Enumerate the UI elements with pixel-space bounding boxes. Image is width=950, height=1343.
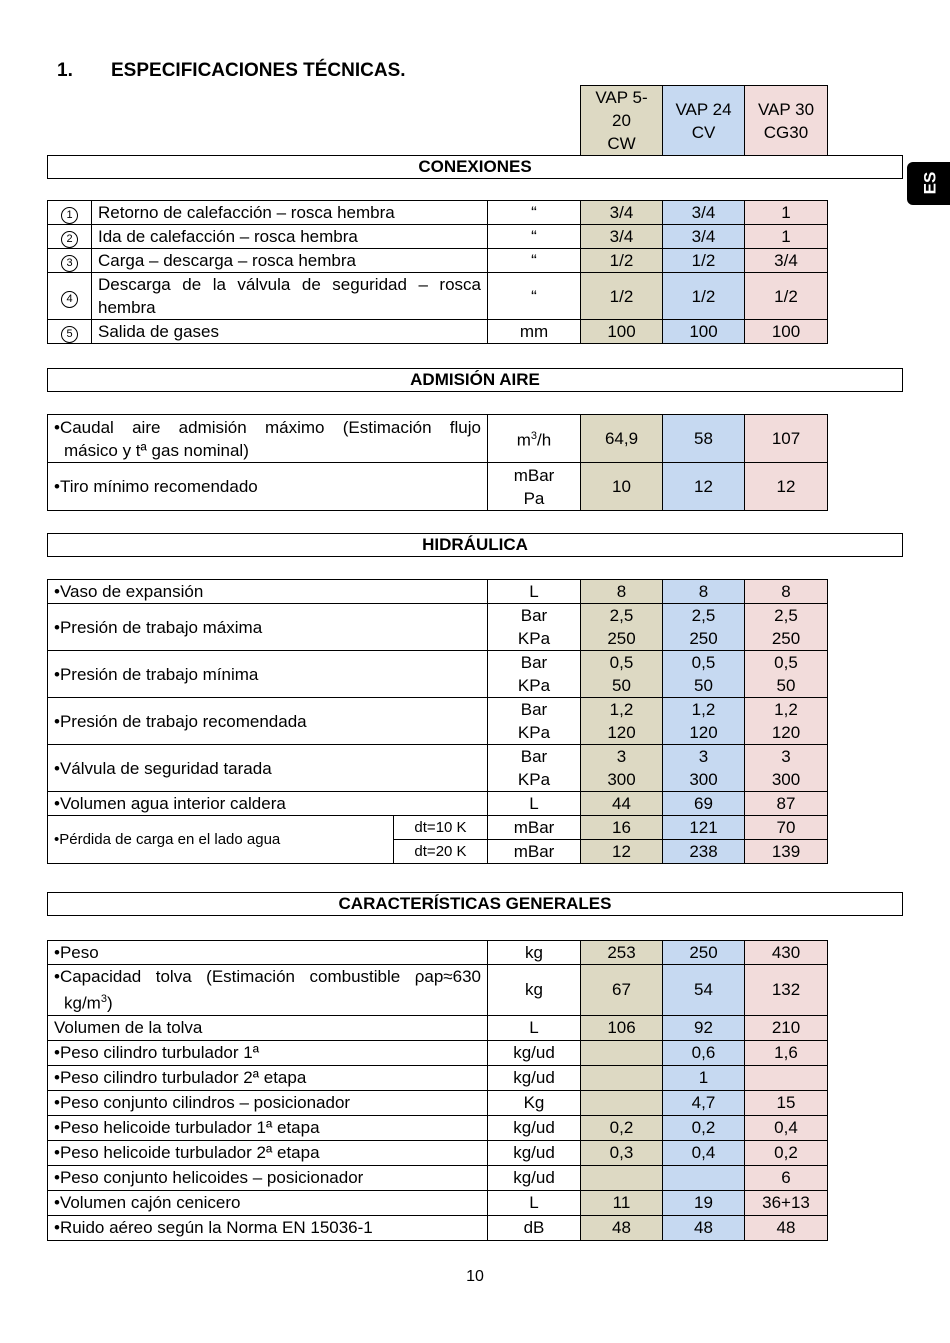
value-cell: 12 bbox=[745, 463, 828, 511]
value-cell: 3/4 bbox=[581, 201, 663, 225]
value-cell: 92 bbox=[663, 1015, 745, 1040]
value-cell: 100 bbox=[663, 320, 745, 344]
row-label: •Pérdida de carga en el lado agua bbox=[48, 816, 394, 864]
value-cell bbox=[745, 1065, 828, 1090]
row-unit: Bar KPa bbox=[488, 698, 581, 745]
row-unit: L bbox=[488, 792, 581, 816]
value-cell: 253 bbox=[581, 941, 663, 965]
value-cell: 121 bbox=[663, 816, 745, 840]
row-label: Volumen de la tolva bbox=[48, 1015, 488, 1040]
language-tab-label: ES bbox=[920, 171, 940, 195]
row-unit: “ bbox=[488, 225, 581, 249]
section-caracteristicas-generales: CARACTERÍSTICAS GENERALES bbox=[47, 892, 903, 916]
language-tab bbox=[907, 162, 950, 205]
table-row bbox=[48, 651, 828, 698]
value-cell: 1,6 bbox=[745, 1040, 828, 1065]
row-label: •Peso conjunto cilindros – posicionador bbox=[48, 1090, 488, 1115]
table-row bbox=[48, 463, 828, 511]
row-unit: mBar bbox=[488, 816, 581, 840]
row-label: Carga – descarga – rosca hembra bbox=[92, 249, 488, 273]
table-row bbox=[48, 941, 828, 965]
table-row bbox=[48, 1215, 828, 1240]
table-row bbox=[48, 1040, 828, 1065]
row-unit: kg/ud bbox=[488, 1165, 581, 1190]
value-cell: 1/2 bbox=[663, 273, 745, 320]
row-label: •Volumen cajón cenicero bbox=[48, 1190, 488, 1215]
value-cell: 11 bbox=[581, 1190, 663, 1215]
row-unit: L bbox=[488, 1190, 581, 1215]
dt-label: dt=10 K bbox=[394, 816, 488, 840]
row-label: •Peso conjunto helicoides – posicionador bbox=[48, 1165, 488, 1190]
row-label: •Volumen agua interior caldera bbox=[48, 792, 488, 816]
value-cell: 2,5 250 bbox=[745, 604, 828, 651]
value-cell: 87 bbox=[745, 792, 828, 816]
section-number: 1. bbox=[57, 60, 73, 81]
row-label: •Vaso de expansión bbox=[48, 580, 488, 604]
row-label: •Caudal aire admisión máximo (Estimación flujo másico y tª gas nominal) bbox=[48, 415, 488, 463]
section-admision-aire: ADMISIÓN AIRE bbox=[47, 368, 903, 392]
value-cell: 0,2 bbox=[581, 1115, 663, 1140]
value-cell: 1 bbox=[663, 1065, 745, 1090]
value-cell: 2,5 250 bbox=[581, 604, 663, 651]
table-row bbox=[48, 249, 828, 273]
section-title: ESPECIFICACIONES TÉCNICAS. bbox=[111, 60, 406, 81]
table-row bbox=[48, 792, 828, 816]
row-unit: kg bbox=[488, 965, 581, 1016]
row-label: •Presión de trabajo recomendada bbox=[48, 698, 488, 745]
value-cell: 8 bbox=[581, 580, 663, 604]
model-1: VAP 5-20 CW bbox=[581, 86, 663, 156]
table-row bbox=[48, 1090, 828, 1115]
value-cell: 1 bbox=[745, 201, 828, 225]
value-cell: 430 bbox=[745, 941, 828, 965]
value-cell: 1,2 120 bbox=[581, 698, 663, 745]
row-unit: “ bbox=[488, 249, 581, 273]
row-label: •Válvula de seguridad tarada bbox=[48, 745, 488, 792]
table-row bbox=[48, 1165, 828, 1190]
row-unit: Kg bbox=[488, 1090, 581, 1115]
value-cell: 1 bbox=[745, 225, 828, 249]
row-unit: dB bbox=[488, 1215, 581, 1240]
value-cell: 36+13 bbox=[745, 1190, 828, 1215]
value-cell: 12 bbox=[581, 840, 663, 864]
row-label: Salida de gases bbox=[92, 320, 488, 344]
value-cell: 1/2 bbox=[663, 249, 745, 273]
value-cell: 0,4 bbox=[745, 1115, 828, 1140]
value-cell: 69 bbox=[663, 792, 745, 816]
row-label: •Peso cilindro turbulador 1ª bbox=[48, 1040, 488, 1065]
value-cell: 48 bbox=[663, 1215, 745, 1240]
value-cell: 6 bbox=[745, 1165, 828, 1190]
value-cell: 0,6 bbox=[663, 1040, 745, 1065]
table-row bbox=[48, 1015, 828, 1040]
value-cell: 100 bbox=[745, 320, 828, 344]
row-label: •Peso helicoide turbulador 1ª etapa bbox=[48, 1115, 488, 1140]
row-label: •Presión de trabajo máxima bbox=[48, 604, 488, 651]
value-cell: 44 bbox=[581, 792, 663, 816]
table-row bbox=[48, 1115, 828, 1140]
table-row bbox=[48, 273, 828, 320]
row-label: •Tiro mínimo recomendado bbox=[48, 463, 488, 511]
value-cell: 3/4 bbox=[663, 225, 745, 249]
value-cell: 210 bbox=[745, 1015, 828, 1040]
row-unit: “ bbox=[488, 201, 581, 225]
row-label: •Peso cilindro turbulador 2ª etapa bbox=[48, 1065, 488, 1090]
row-unit: mBar Pa bbox=[488, 463, 581, 511]
table-row bbox=[48, 1140, 828, 1165]
row-label: Descarga de la válvula de seguridad – rosca hembra bbox=[92, 273, 488, 320]
value-cell: 0,5 50 bbox=[745, 651, 828, 698]
value-cell: 70 bbox=[745, 816, 828, 840]
value-cell: 0,5 50 bbox=[581, 651, 663, 698]
value-cell: 3 300 bbox=[581, 745, 663, 792]
table-row bbox=[48, 1065, 828, 1090]
value-cell: 0,2 bbox=[663, 1115, 745, 1140]
value-cell: 0,3 bbox=[581, 1140, 663, 1165]
value-cell: 132 bbox=[745, 965, 828, 1016]
row-unit: kg/ud bbox=[488, 1040, 581, 1065]
value-cell: 48 bbox=[745, 1215, 828, 1240]
value-cell bbox=[581, 1165, 663, 1190]
value-cell: 139 bbox=[745, 840, 828, 864]
row-number: 3 bbox=[48, 249, 92, 273]
value-cell: 15 bbox=[745, 1090, 828, 1115]
dt-label: dt=20 K bbox=[394, 840, 488, 864]
value-cell: 3 300 bbox=[745, 745, 828, 792]
value-cell: 1/2 bbox=[581, 273, 663, 320]
table-row bbox=[48, 965, 828, 1016]
value-cell: 2,5 250 bbox=[663, 604, 745, 651]
value-cell: 3/4 bbox=[581, 225, 663, 249]
row-unit: “ bbox=[488, 273, 581, 320]
row-label: Retorno de calefacción – rosca hembra bbox=[92, 201, 488, 225]
value-cell: 250 bbox=[663, 941, 745, 965]
row-unit: kg/ud bbox=[488, 1115, 581, 1140]
value-cell: 64,9 bbox=[581, 415, 663, 463]
value-cell: 238 bbox=[663, 840, 745, 864]
models-header bbox=[580, 85, 828, 156]
row-label: Ida de calefacción – rosca hembra bbox=[92, 225, 488, 249]
value-cell: 106 bbox=[581, 1015, 663, 1040]
row-label: •Ruido aéreo según la Norma EN 15036-1 bbox=[48, 1215, 488, 1240]
value-cell bbox=[581, 1065, 663, 1090]
value-cell: 8 bbox=[745, 580, 828, 604]
value-cell: 12 bbox=[663, 463, 745, 511]
value-cell bbox=[581, 1090, 663, 1115]
value-cell: 3/4 bbox=[745, 249, 828, 273]
value-cell: 1,2 120 bbox=[745, 698, 828, 745]
value-cell: 107 bbox=[745, 415, 828, 463]
row-label: •Presión de trabajo mínima bbox=[48, 651, 488, 698]
row-unit: kg bbox=[488, 941, 581, 965]
value-cell: 54 bbox=[663, 965, 745, 1016]
section-hidraulica: HIDRÁULICA bbox=[47, 533, 903, 557]
value-cell: 0,4 bbox=[663, 1140, 745, 1165]
table-row bbox=[48, 320, 828, 344]
value-cell: 100 bbox=[581, 320, 663, 344]
value-cell: 8 bbox=[663, 580, 745, 604]
table-row bbox=[48, 816, 828, 840]
value-cell: 16 bbox=[581, 816, 663, 840]
table-row bbox=[48, 225, 828, 249]
page-number: 10 bbox=[466, 1268, 484, 1285]
table-row bbox=[48, 1190, 828, 1215]
value-cell: 0,2 bbox=[745, 1140, 828, 1165]
row-number: 1 bbox=[48, 201, 92, 225]
table-row bbox=[48, 745, 828, 792]
page-title bbox=[57, 60, 406, 82]
value-cell: 67 bbox=[581, 965, 663, 1016]
row-number: 2 bbox=[48, 225, 92, 249]
generales-table bbox=[47, 940, 828, 1241]
value-cell: 3 300 bbox=[663, 745, 745, 792]
value-cell: 1,2 120 bbox=[663, 698, 745, 745]
section-conexiones: CONEXIONES bbox=[47, 155, 903, 179]
row-unit: Bar KPa bbox=[488, 604, 581, 651]
value-cell: 10 bbox=[581, 463, 663, 511]
table-row bbox=[48, 698, 828, 745]
row-number: 4 bbox=[48, 273, 92, 320]
row-label: •Capacidad tolva (Estimación combustible ρap≈630 $kg/m^3$) bbox=[48, 965, 488, 1016]
row-unit: L bbox=[488, 580, 581, 604]
admision-table bbox=[47, 414, 828, 511]
conexiones-table bbox=[47, 200, 828, 344]
value-cell: 48 bbox=[581, 1215, 663, 1240]
row-number: 5 bbox=[48, 320, 92, 344]
table-row bbox=[48, 580, 828, 604]
row-unit: mBar bbox=[488, 840, 581, 864]
value-cell: 1/2 bbox=[581, 249, 663, 273]
row-unit: Bar KPa bbox=[488, 651, 581, 698]
row-label: •Peso bbox=[48, 941, 488, 965]
table-row bbox=[48, 604, 828, 651]
row-unit: kg/ud bbox=[488, 1140, 581, 1165]
table-row bbox=[48, 201, 828, 225]
value-cell: 4,7 bbox=[663, 1090, 745, 1115]
row-label: •Peso helicoide turbulador 2ª etapa bbox=[48, 1140, 488, 1165]
row-unit: L bbox=[488, 1015, 581, 1040]
value-cell: 1/2 bbox=[745, 273, 828, 320]
value-cell: 0,5 50 bbox=[663, 651, 745, 698]
row-unit: Bar KPa bbox=[488, 745, 581, 792]
model-2: VAP 24 CV bbox=[663, 86, 745, 156]
model-3: VAP 30 CG30 bbox=[745, 86, 828, 156]
table-row bbox=[48, 415, 828, 463]
value-cell: 3/4 bbox=[663, 201, 745, 225]
value-cell: 19 bbox=[663, 1190, 745, 1215]
value-cell: 58 bbox=[663, 415, 745, 463]
row-unit: kg/ud bbox=[488, 1065, 581, 1090]
value-cell bbox=[581, 1040, 663, 1065]
value-cell bbox=[663, 1165, 745, 1190]
row-unit: mm bbox=[488, 320, 581, 344]
row-unit: $m^3/h$ bbox=[488, 415, 581, 463]
hidraulica-table bbox=[47, 579, 828, 864]
